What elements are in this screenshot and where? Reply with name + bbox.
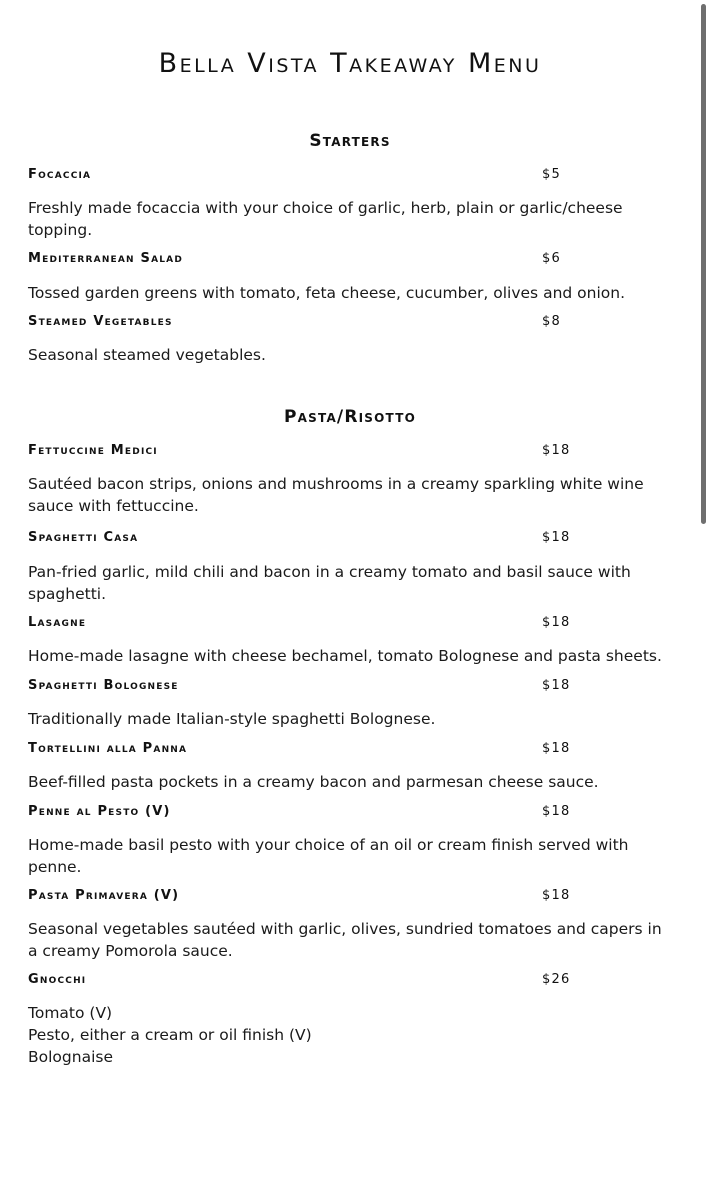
item-price: $5: [542, 167, 561, 182]
item-price: $18: [542, 888, 571, 903]
item-price: $6: [542, 251, 561, 266]
section-title-pasta-risotto: Pasta/Risotto: [284, 407, 416, 427]
menu-item-gnocchi: [28, 972, 608, 992]
item-description: Pan-fried garlic, mild chili and bacon in a creamy tomato and basil sauce with spaghetti.: [28, 563, 631, 603]
item-name: Fettuccine Medici: [28, 443, 158, 458]
menu-item-mediterranean-salad: [28, 251, 608, 271]
section-title-starters: Starters: [309, 131, 391, 151]
item-name: Focaccia: [28, 167, 92, 182]
item-price: $18: [542, 530, 571, 545]
menu-item-lasagne: [28, 615, 608, 635]
item-price: $18: [542, 678, 571, 693]
item-name: Gnocchi: [28, 972, 87, 987]
item-description: Seasonal vegetables sautéed with garlic, olives, sundried tomatoes and capers in a creamy Pomorola sauce.: [28, 920, 662, 960]
item-name: Spaghetti Casa: [28, 530, 139, 545]
menu-item-spaghetti-bolognese: [28, 678, 608, 698]
item-description: Sautéed bacon strips, onions and mushrooms in a creamy sparkling white wine sauce with fettuccine.: [28, 475, 644, 515]
item-price: $8: [542, 314, 561, 329]
gnocchi-option: Pesto, either a cream or oil finish (V): [28, 1026, 312, 1044]
item-name: Mediterranean Salad: [28, 251, 184, 266]
scrollbar-thumb[interactable]: [701, 4, 706, 524]
item-price: $26: [542, 972, 571, 987]
item-price: $18: [542, 443, 571, 458]
item-name: Lasagne: [28, 615, 87, 630]
menu-item-tortellini-alla-panna: [28, 741, 608, 761]
menu-item-focaccia: [28, 167, 608, 187]
scrollbar[interactable]: [700, 0, 708, 1200]
item-price: $18: [542, 615, 571, 630]
item-name: Penne al Pesto (V): [28, 804, 171, 819]
gnocchi-option: Bolognaise: [28, 1048, 113, 1066]
menu-item-pasta-primavera: [28, 888, 608, 908]
item-description: Seasonal steamed vegetables.: [28, 346, 266, 364]
item-description: Traditionally made Italian-style spaghetti Bolognese.: [28, 710, 436, 728]
item-description: Beef-filled pasta pockets in a creamy bacon and parmesan cheese sauce.: [28, 773, 599, 791]
menu-item-penne-al-pesto: [28, 804, 608, 824]
item-description: Freshly made focaccia with your choice of garlic, herb, plain or garlic/cheese topping.: [28, 199, 623, 239]
item-name: Steamed Vegetables: [28, 314, 173, 329]
item-description: Home-made basil pesto with your choice of an oil or cream finish served with penne.: [28, 836, 629, 876]
item-name: Spaghetti Bolognese: [28, 678, 179, 693]
menu-item-fettuccine-medici: [28, 443, 608, 463]
item-price: $18: [542, 804, 571, 819]
menu-title: Bella Vista Takeaway Menu: [158, 48, 542, 79]
menu-item-spaghetti-casa: [28, 530, 608, 550]
gnocchi-option: Tomato (V): [28, 1004, 113, 1022]
item-name: Pasta Primavera (V): [28, 888, 180, 903]
item-description: Tossed garden greens with tomato, feta cheese, cucumber, olives and onion.: [28, 284, 625, 302]
item-name: Tortellini alla Panna: [28, 741, 188, 756]
item-description: Home-made lasagne with cheese bechamel, tomato Bolognese and pasta sheets.: [28, 647, 662, 665]
item-price: $18: [542, 741, 571, 756]
menu-item-steamed-vegetables: [28, 314, 608, 334]
